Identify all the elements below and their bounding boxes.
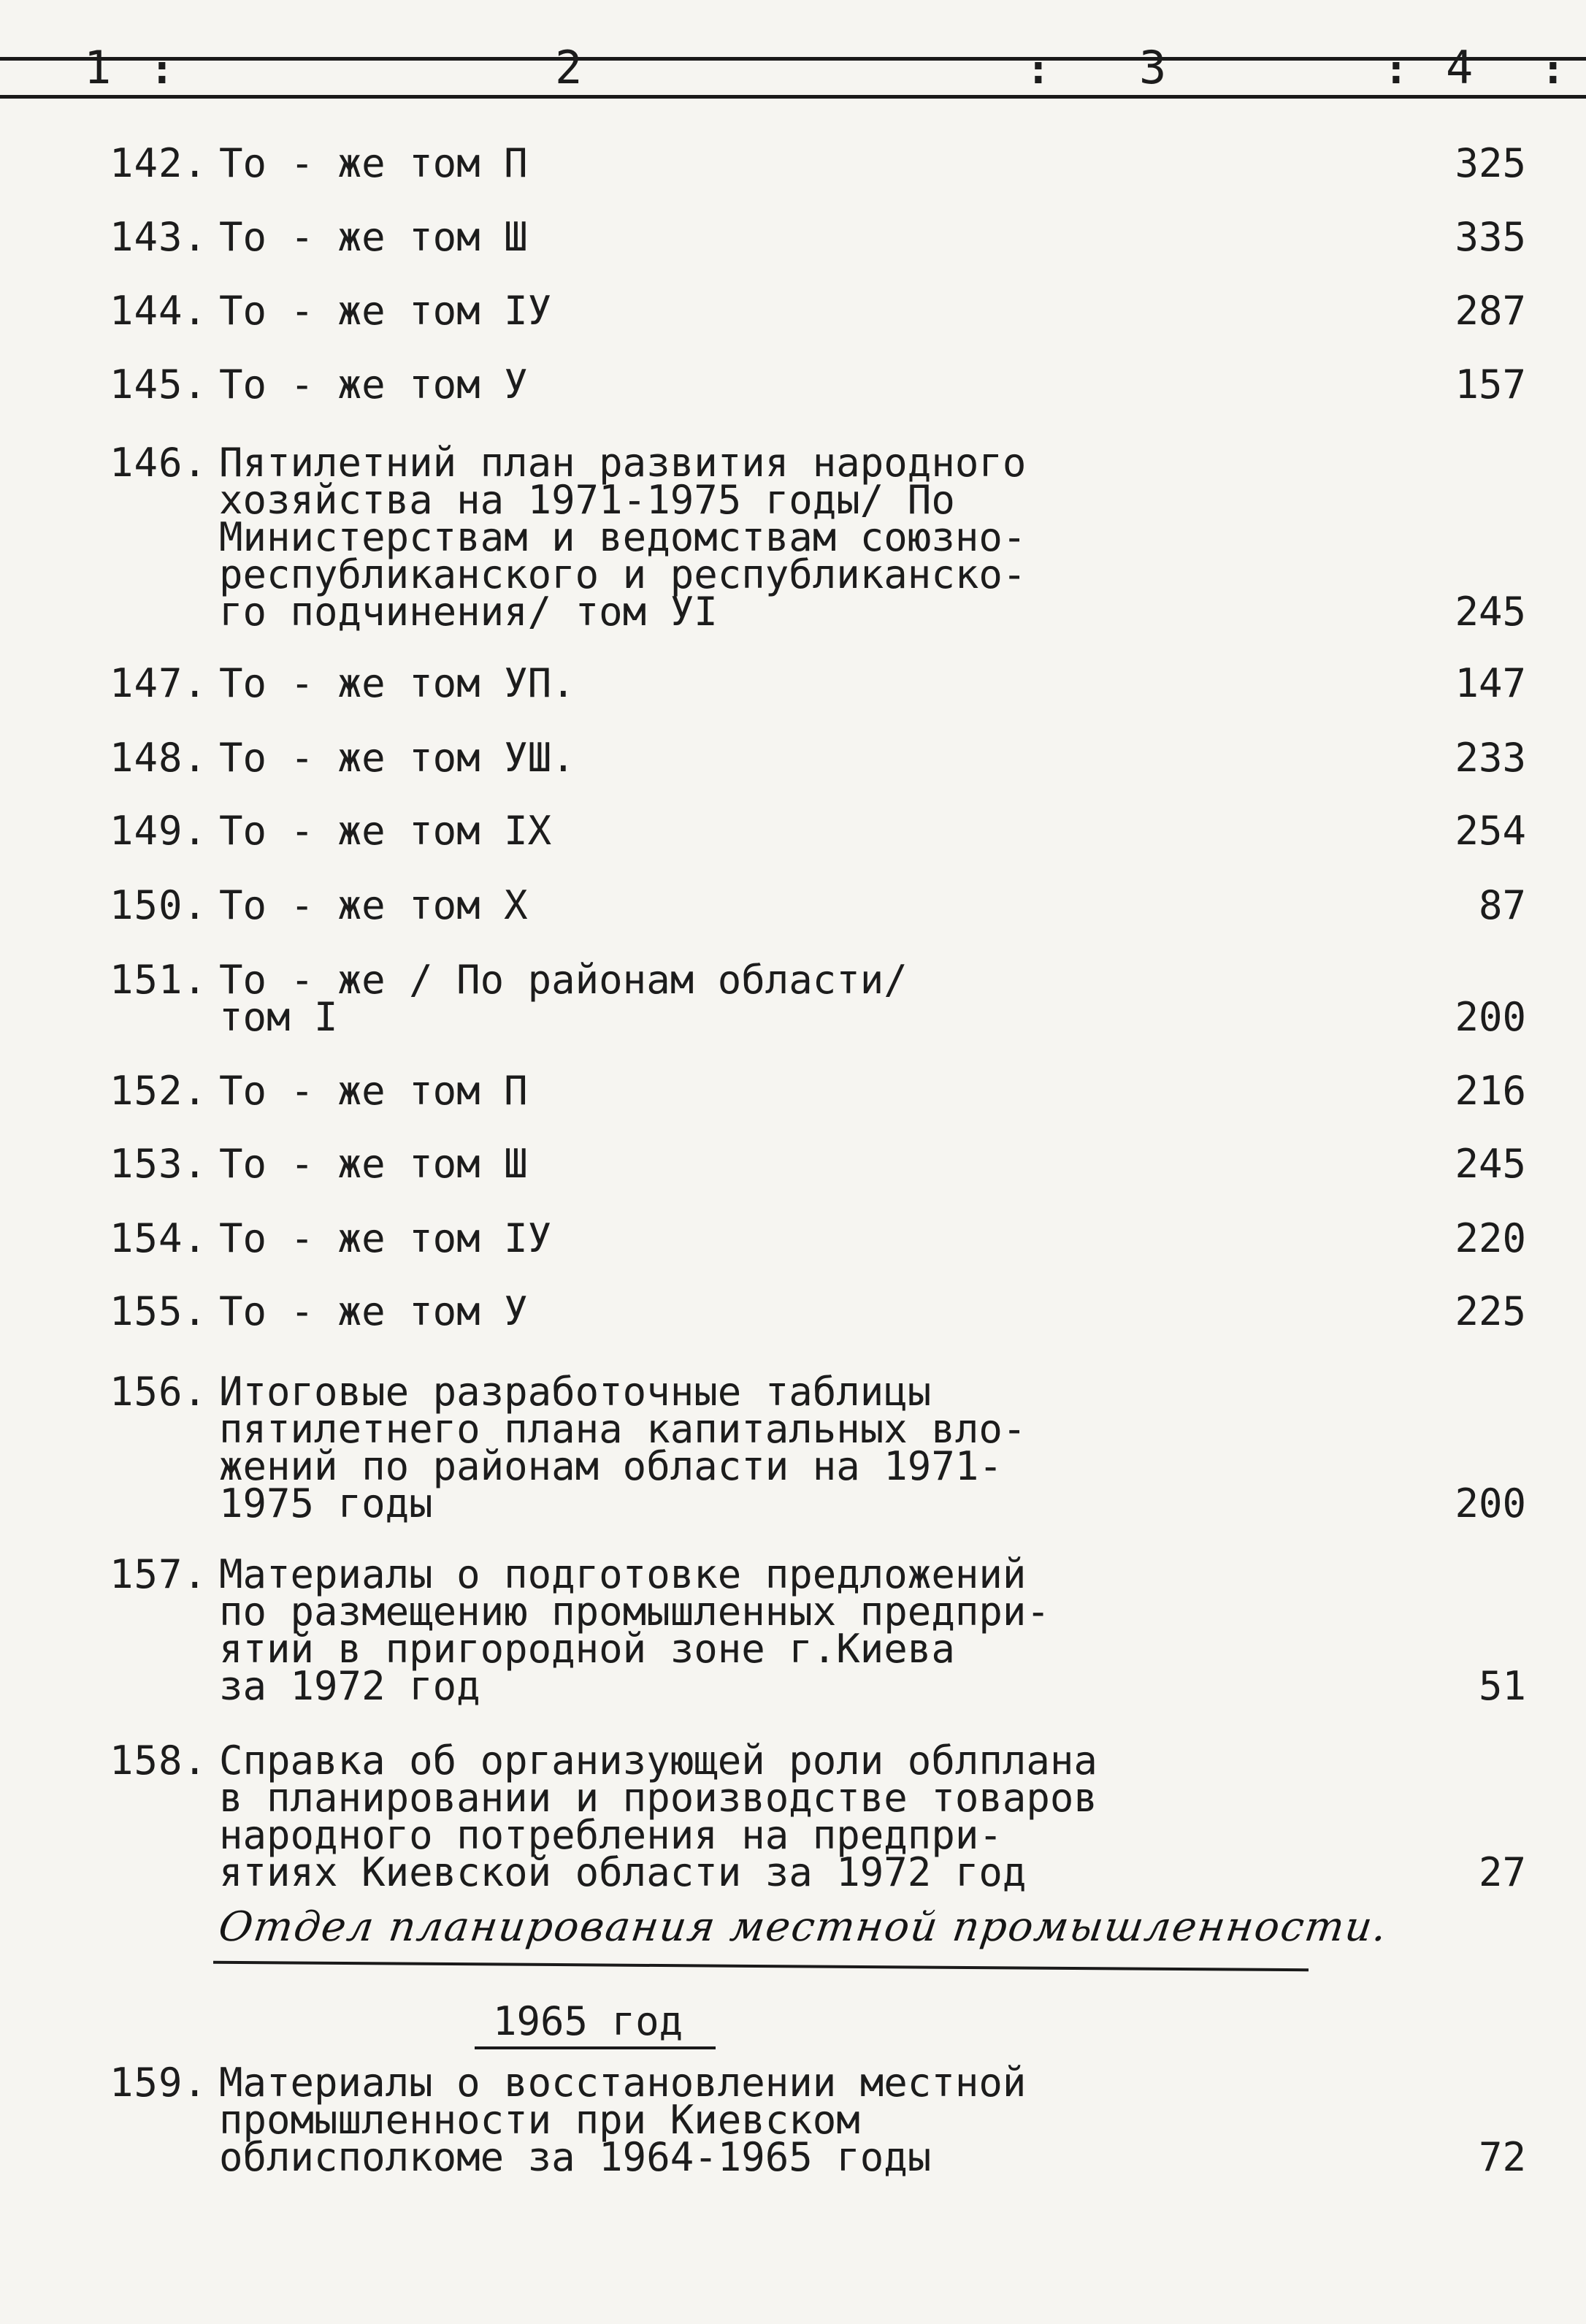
column-separator: : [150,46,175,93]
entry-number: 151. [110,957,208,1003]
entry-description: То - же том УШ. [219,735,575,781]
inventory-entry [110,1068,1526,1114]
entry-description: Материалы о подготовке предложений по размещению промышленных предпри- ятий в пригородной зоне г.Киева за 1972 год [219,1551,1050,1709]
entry-number: 157. [110,1551,208,1597]
entry-number: 143. [110,214,208,260]
entry-number: 150. [110,882,208,928]
entry-number: 147. [110,660,208,706]
inventory-entry [110,362,1526,408]
entry-number: 145. [110,362,208,408]
entry-page-count: 200 [1455,1480,1526,1526]
section-heading-underline [213,1961,1309,1971]
entry-description: То - же том Х [219,882,528,928]
section-heading-handwritten: Отдел планирования местной промышленности. [215,1903,1391,1951]
entry-description: То - же том У [219,362,528,408]
entry-page-count: 27 [1478,1849,1526,1895]
entry-page-count: 72 [1478,2134,1526,2180]
inventory-entry [110,957,1526,1040]
inventory-entry [110,140,1526,186]
inventory-entry [110,1215,1526,1261]
header-rule-top [0,57,1586,61]
entry-number: 148. [110,735,208,781]
entry-page-count: 220 [1455,1215,1526,1261]
inventory-entry [110,735,1526,781]
inventory-entry [110,1141,1526,1187]
entry-description: Пятилетний план развития народного хозяйства на 1971-1975 годы/ По Министерствам и ведомствам союзно- республиканского и республиканско- го подчинения/ том УI [219,440,1027,635]
column-separator: : [1541,46,1566,93]
entry-description: То - же том IУ [219,288,552,334]
entry-description: То - же том У [219,1288,528,1334]
entry-description: То - же том Ш [219,214,528,260]
entry-page-count: 216 [1455,1068,1526,1114]
entry-page-count: 87 [1478,882,1526,928]
entry-page-count: 200 [1455,994,1526,1040]
column-header-3: 3 [1139,41,1167,94]
inventory-entry [110,2060,1526,2180]
entry-description: То - же том IХ [219,808,552,854]
column-header-4: 4 [1446,41,1474,94]
inventory-entry [110,440,1526,635]
year-underline [475,2046,716,2049]
entry-description: То - же том УП. [219,660,575,706]
inventory-entry [110,1738,1526,1895]
entry-description: Справка об организующей роли облплана в планировании и производстве товаров народного потребления на предпри- ятиях Киевской области за 1972 год [219,1738,1097,1895]
entry-number: 156. [110,1369,208,1415]
entry-page-count: 325 [1455,140,1526,186]
entry-description: То - же том IУ [219,1215,552,1261]
entry-page-count: 254 [1455,808,1526,854]
inventory-entry [110,1369,1526,1526]
entry-page-count: 51 [1478,1663,1526,1709]
entry-description: То - же том Ш [219,1141,528,1187]
inventory-entry [110,660,1526,706]
entry-page-count: 147 [1455,660,1526,706]
entry-number: 152. [110,1068,208,1114]
inventory-entry [110,882,1526,928]
entry-number: 159. [110,2060,208,2106]
column-separator: : [1026,46,1051,93]
entry-page-count: 245 [1455,589,1526,635]
entry-page-count: 245 [1455,1141,1526,1187]
entry-description: Итоговые разработочные таблицы пятилетнего плана капитальных вло- жений по районам области на 1971- 1975 годы [219,1369,1027,1526]
entry-page-count: 225 [1455,1288,1526,1334]
entry-number: 158. [110,1738,208,1784]
column-header-2: 2 [555,41,583,94]
inventory-entry [110,1551,1526,1709]
entry-number: 142. [110,140,208,186]
entry-description: То - же / По районам области/ том I [219,957,908,1040]
entry-description: То - же том П [219,1068,528,1114]
entry-page-count: 287 [1455,288,1526,334]
inventory-entry [110,214,1526,260]
entry-page-count: 157 [1455,362,1526,408]
entry-number: 154. [110,1215,208,1261]
inventory-entry [110,288,1526,334]
inventory-entry [110,1288,1526,1334]
year-subheading: 1965 год [493,1998,683,2044]
entry-number: 155. [110,1288,208,1334]
entry-number: 144. [110,288,208,334]
entry-page-count: 233 [1455,735,1526,781]
entry-number: 149. [110,808,208,854]
entry-description: То - же том П [219,140,528,186]
column-header-1: 1 [84,41,112,94]
inventory-entry [110,808,1526,854]
entry-description: Материалы о восстановлении местной промышленности при Киевском облисполкоме за 1964-1965 годы [219,2060,1027,2180]
entry-number: 153. [110,1141,208,1187]
entry-page-count: 335 [1455,214,1526,260]
entry-number: 146. [110,440,208,486]
header-rule-bottom [0,95,1586,99]
column-separator: : [1384,46,1409,93]
